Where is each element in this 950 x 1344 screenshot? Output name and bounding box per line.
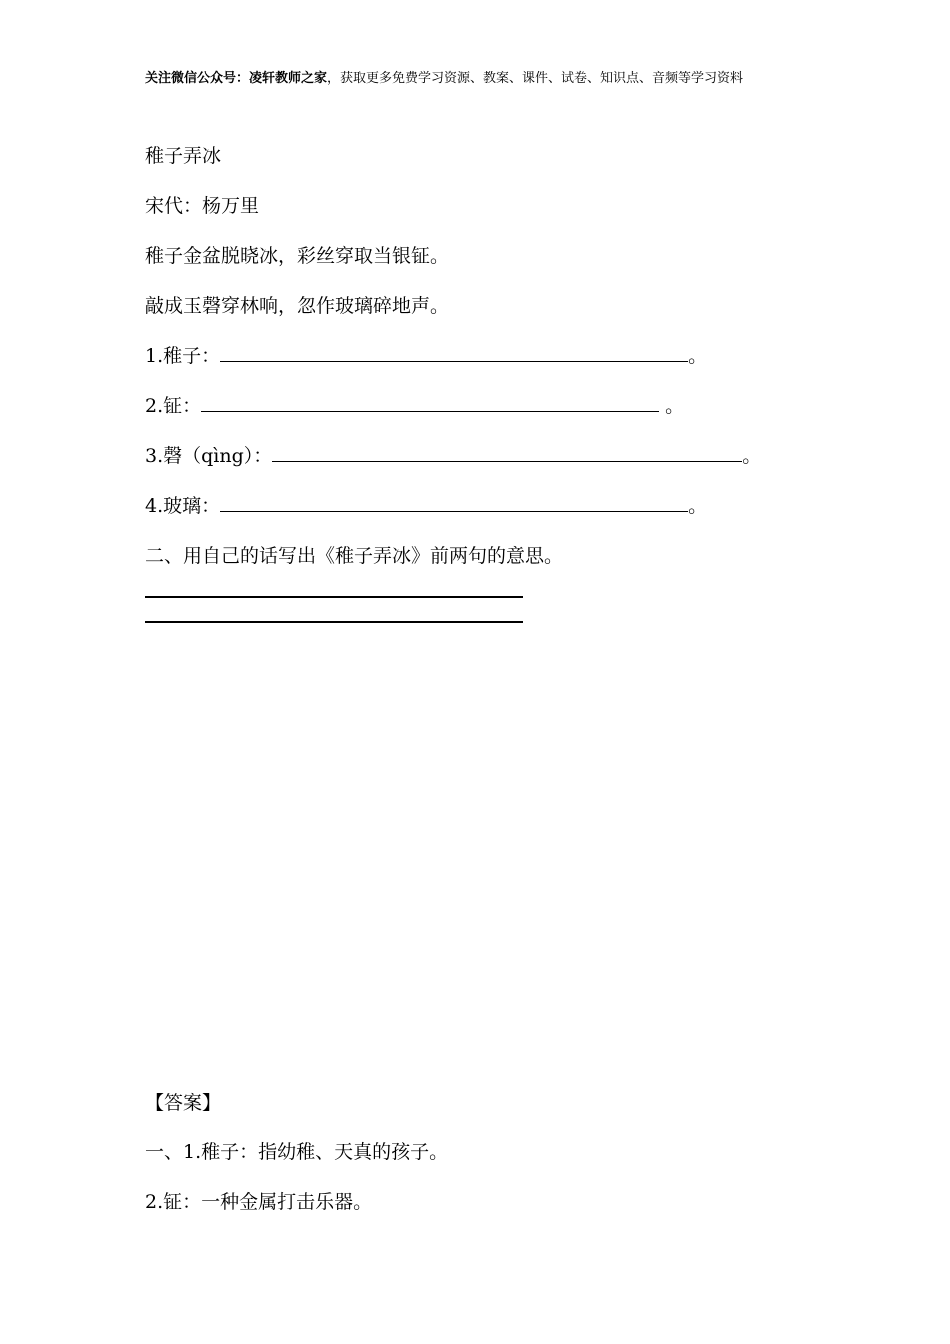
question-4 bbox=[145, 493, 707, 519]
question-1 bbox=[145, 343, 707, 369]
question-3-end: 。 bbox=[742, 445, 762, 467]
question-2-end: 。 bbox=[659, 395, 685, 417]
question-4-end: 。 bbox=[688, 495, 708, 517]
question-4-label: 4.玻璃： bbox=[145, 495, 221, 517]
section-2-prompt: 二、用自己的话写出《稚子弄冰》前两句的意思。 bbox=[145, 545, 564, 567]
question-2-label: 2.钲： bbox=[145, 395, 202, 417]
question-2-blank[interactable] bbox=[201, 393, 659, 412]
answer-line-1[interactable] bbox=[145, 596, 523, 598]
poem-line-2: 敲成玉磬穿林响，忽作玻璃碎地声。 bbox=[145, 295, 450, 317]
header-account: 凌轩教师之家 bbox=[249, 71, 328, 86]
answers-heading: 【答案】 bbox=[145, 1092, 222, 1114]
question-4-blank[interactable] bbox=[220, 493, 688, 512]
question-3-blank[interactable] bbox=[272, 443, 742, 462]
answer-2: 2.钲：一种金属打击乐器。 bbox=[145, 1191, 373, 1213]
header-suffix: ，获取更多免费学习资源、教案、课件、试卷、知识点、音频等学习资料 bbox=[327, 71, 744, 86]
poem-title: 稚子弄冰 bbox=[145, 145, 222, 167]
question-3 bbox=[145, 443, 761, 469]
question-1-blank[interactable] bbox=[220, 343, 688, 362]
poem-author: 宋代：杨万里 bbox=[145, 195, 260, 217]
poem-line-1: 稚子金盆脱晓冰，彩丝穿取当银钲。 bbox=[145, 245, 450, 267]
question-1-label: 1.稚子： bbox=[145, 345, 221, 367]
answer-line-2[interactable] bbox=[145, 621, 523, 623]
question-2 bbox=[145, 393, 684, 419]
header-note bbox=[145, 70, 815, 87]
question-1-end: 。 bbox=[688, 345, 708, 367]
header-prefix: 关注微信公众号： bbox=[145, 71, 250, 86]
answer-1: 一、1.稚子：指幼稚、天真的孩子。 bbox=[145, 1141, 449, 1163]
question-3-label: 3.磬（qìng）： bbox=[145, 445, 273, 467]
